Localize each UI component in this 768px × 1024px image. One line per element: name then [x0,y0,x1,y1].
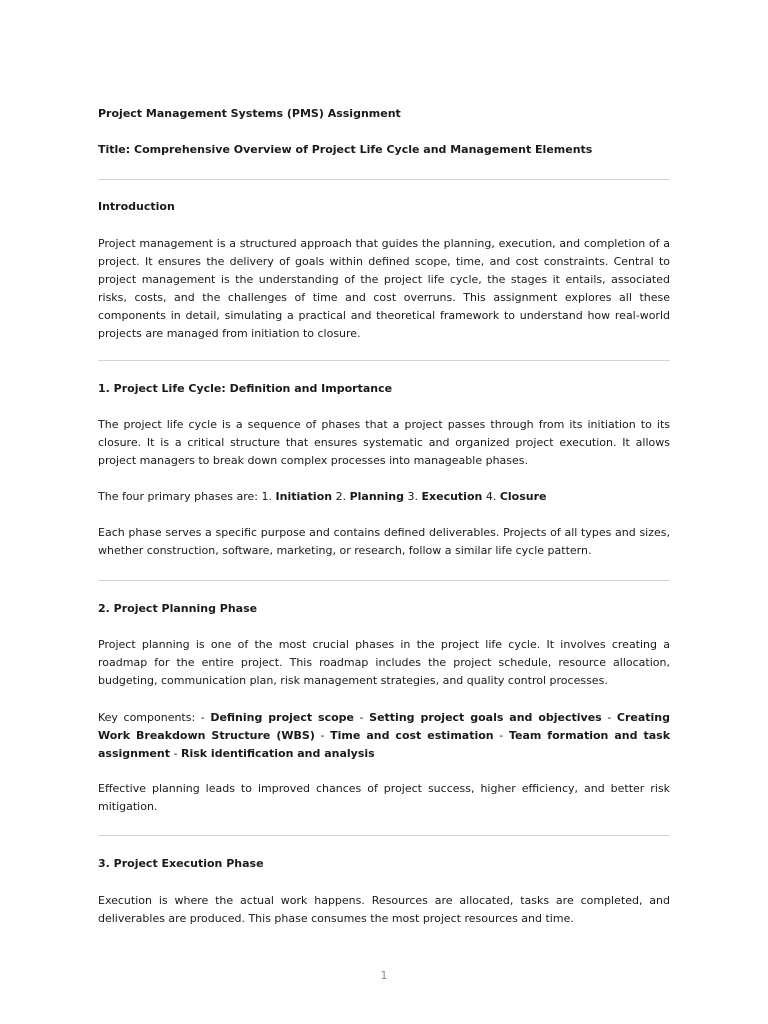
phase-closure: Closure [499,490,547,503]
divider [98,360,670,361]
document-title: Project Management Systems (PMS) Assignment [98,107,401,120]
section2-paragraph-2: Effective planning leads to improved chances of project success, higher efficiency, and better risk mitigation. [98,782,670,813]
key-sep: - [173,747,178,760]
key-item: Time and cost estimation [330,729,494,742]
section1-paragraph-1: The project life cycle is a sequence of phases that a project passes through from its initiation to its closure. It is a critical structure that ensures systematic and organized project execution. It allows project managers to break down complex processes into manageable phases. [98,418,670,467]
phase-sep: 4. [485,490,497,503]
divider [98,179,670,180]
phase-execution: Execution [421,490,483,503]
document-page [98,0,670,1024]
section3-heading: 3. Project Execution Phase [98,857,264,870]
key-item: Team formation and task assignment [98,729,671,760]
key-item: Creating Work Breakdown Structure (WBS) [98,711,670,742]
page-number: 1 [380,969,388,982]
phase-initiation: Initiation [275,490,333,503]
section1-heading: 1. Project Life Cycle: Definition and Importance [98,382,393,395]
section1-phases-line [98,488,670,506]
section2-heading: 2. Project Planning Phase [98,602,258,615]
section1-paragraph-2: Each phase serves a specific purpose and contains defined deliverables. Projects of all types and sizes, whether construction, software, marketing, or research, follow a similar life cycle pattern. [98,526,670,557]
divider [98,835,670,836]
intro-heading: Introduction [98,200,175,213]
key-item: Risk identification and analysis [181,747,375,760]
key-sep: - [359,711,364,724]
key-sep: - [320,729,325,742]
phase-planning: Planning [349,490,404,503]
phase-sep: 2. [335,490,347,503]
section2-key-components [98,709,670,763]
document-subtitle: Title: Comprehensive Overview of Project Life Cycle and Management Elements [98,143,593,156]
key-item: Setting project goals and objectives [369,711,602,724]
phases-intro: The four primary phases are: 1. [98,490,273,503]
intro-paragraph: Project management is a structured approach that guides the planning, execution, and completion of a project. It ensures the delivery of goals within defined scope, time, and cost constraints. Central to project management is the understanding of the project life cycle, the stages it entails, associated risks, costs, and the challenges of time and cost overruns. This assignment explores all these components in detail, simulating a practical and theoretical framework to understand how real-world projects are managed from initiation to closure. [98,237,670,340]
divider [98,580,670,581]
key-intro: Key components: - [98,711,205,724]
section2-paragraph-1: Project planning is one of the most crucial phases in the project life cycle. It involves creating a roadmap for the entire project. This roadmap includes the project schedule, resource allocation, budgeting, communication plan, risk management strategies, and quality control processes. [98,638,670,687]
section3-paragraph-1: Execution is where the actual work happens. Resources are allocated, tasks are completed, and deliverables are produced. This phase consumes the most project resources and time. [98,894,670,925]
phase-sep: 3. [407,490,418,503]
key-sep: - [607,711,612,724]
key-sep: - [499,729,504,742]
key-item: Defining project scope [210,711,355,724]
